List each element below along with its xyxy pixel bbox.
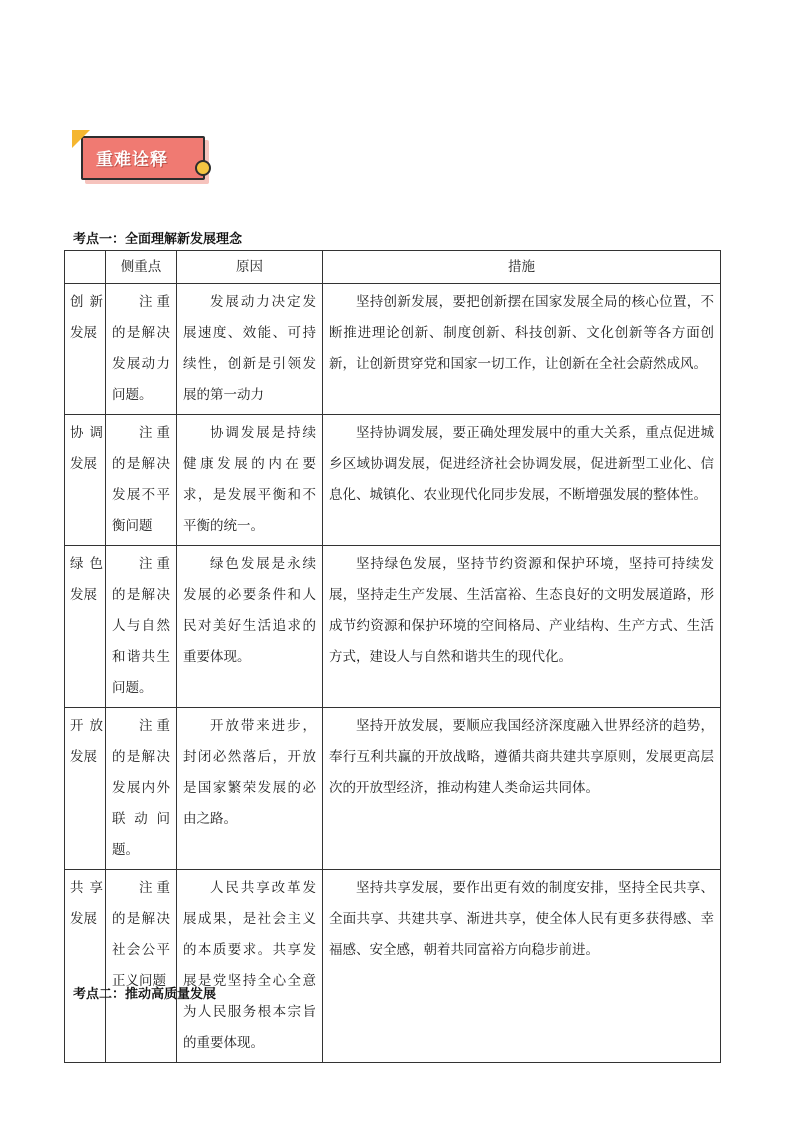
ring-icon (195, 160, 211, 176)
focus-text: 注重的是解决发展不平衡问题 (112, 425, 170, 534)
reason-cell (177, 546, 323, 708)
header-cell-measures: 措施 (323, 251, 721, 284)
section-banner (72, 130, 212, 182)
focus-cell (106, 284, 177, 415)
reason-cell (177, 284, 323, 415)
table-row (65, 415, 721, 546)
reason-cell (177, 708, 323, 870)
section-heading-1: 考点一：全面理解新发展理念 (73, 232, 243, 247)
concept-table (64, 250, 721, 1063)
table-row (65, 546, 721, 708)
measures-cell (323, 284, 721, 415)
focus-text: 注重的是解决社会公平正义问题 (112, 880, 170, 989)
topic-cell: 协调发展 (65, 415, 106, 546)
measures-text: 坚持创新发展，要把创新摆在国家发展全局的核心位置，不断推进理论创新、制度创新、科技创新、文化创新等各方面创新，让创新贯穿党和国家一切工作，让创新在全社会蔚然成风。 (329, 294, 714, 372)
reason-cell (177, 870, 323, 1063)
topic-cell: 开放发展 (65, 708, 106, 870)
measures-cell (323, 415, 721, 546)
header-cell-reason: 原因 (177, 251, 323, 284)
reason-text: 开放带来进步，封闭必然落后，开放是国家繁荣发展的必由之路。 (183, 718, 316, 827)
reason-text: 人民共享改革发展成果，是社会主义的本质要求。共享发展是党坚持全心全意为人民服务根本宗旨的重要体现。 (183, 880, 316, 1051)
reason-text: 协调发展是持续健康发展的内在要求，是发展平衡和不平衡的统一。 (183, 425, 316, 534)
topic-cell: 绿色发展 (65, 546, 106, 708)
reason-text: 绿色发展是永续发展的必要条件和人民对美好生活追求的重要体现。 (183, 556, 316, 665)
focus-text: 注重的是解决人与自然和谐共生问题。 (112, 556, 170, 696)
measures-text: 坚持共享发展，要作出更有效的制度安排，坚持全民共享、全面共享、共建共享、渐进共享，使全体人民有更多获得感、幸福感、安全感，朝着共同富裕方向稳步前进。 (329, 880, 714, 958)
section-heading-2: 考点二：推动高质量发展 (73, 987, 217, 1002)
reason-cell (177, 415, 323, 546)
table-row (65, 708, 721, 870)
focus-text: 注重的是解决发展动力问题。 (112, 294, 170, 403)
table-header-row (65, 251, 721, 284)
table-row (65, 284, 721, 415)
measures-text: 坚持绿色发展，坚持节约资源和保护环境，坚持可持续发展，坚持走生产发展、生活富裕、生态良好的文明发展道路，形成节约资源和保护环境的空间格局、产业结构、生产方式、生活方式，建设人与自然和谐共生的现代化。 (329, 556, 714, 665)
focus-cell (106, 546, 177, 708)
header-cell-focus: 侧重点 (106, 251, 177, 284)
topic-cell: 创新发展 (65, 284, 106, 415)
reason-text: 发展动力决定发展速度、效能、可持续性，创新是引领发展的第一动力 (183, 294, 316, 403)
table-row (65, 870, 721, 1063)
measures-text: 坚持协调发展，要正确处理发展中的重大关系，重点促进城乡区域协调发展，促进经济社会协调发展，促进新型工业化、信息化、城镇化、农业现代化同步发展，不断增强发展的整体性。 (329, 425, 714, 503)
banner-title: 重难诠释 (96, 150, 168, 170)
focus-text: 注重的是解决发展内外联动问题。 (112, 718, 170, 858)
measures-cell (323, 708, 721, 870)
header-cell-blank (65, 251, 106, 284)
focus-cell (106, 415, 177, 546)
measures-cell (323, 546, 721, 708)
flag-icon (72, 130, 90, 148)
measures-text: 坚持开放发展，要顺应我国经济深度融入世界经济的趋势，奉行互利共赢的开放战略，遵循共商共建共享原则，发展更高层次的开放型经济，推动构建人类命运共同体。 (329, 718, 714, 796)
measures-cell (323, 870, 721, 1063)
focus-cell (106, 870, 177, 1063)
topic-cell: 共享发展 (65, 870, 106, 1063)
focus-cell (106, 708, 177, 870)
